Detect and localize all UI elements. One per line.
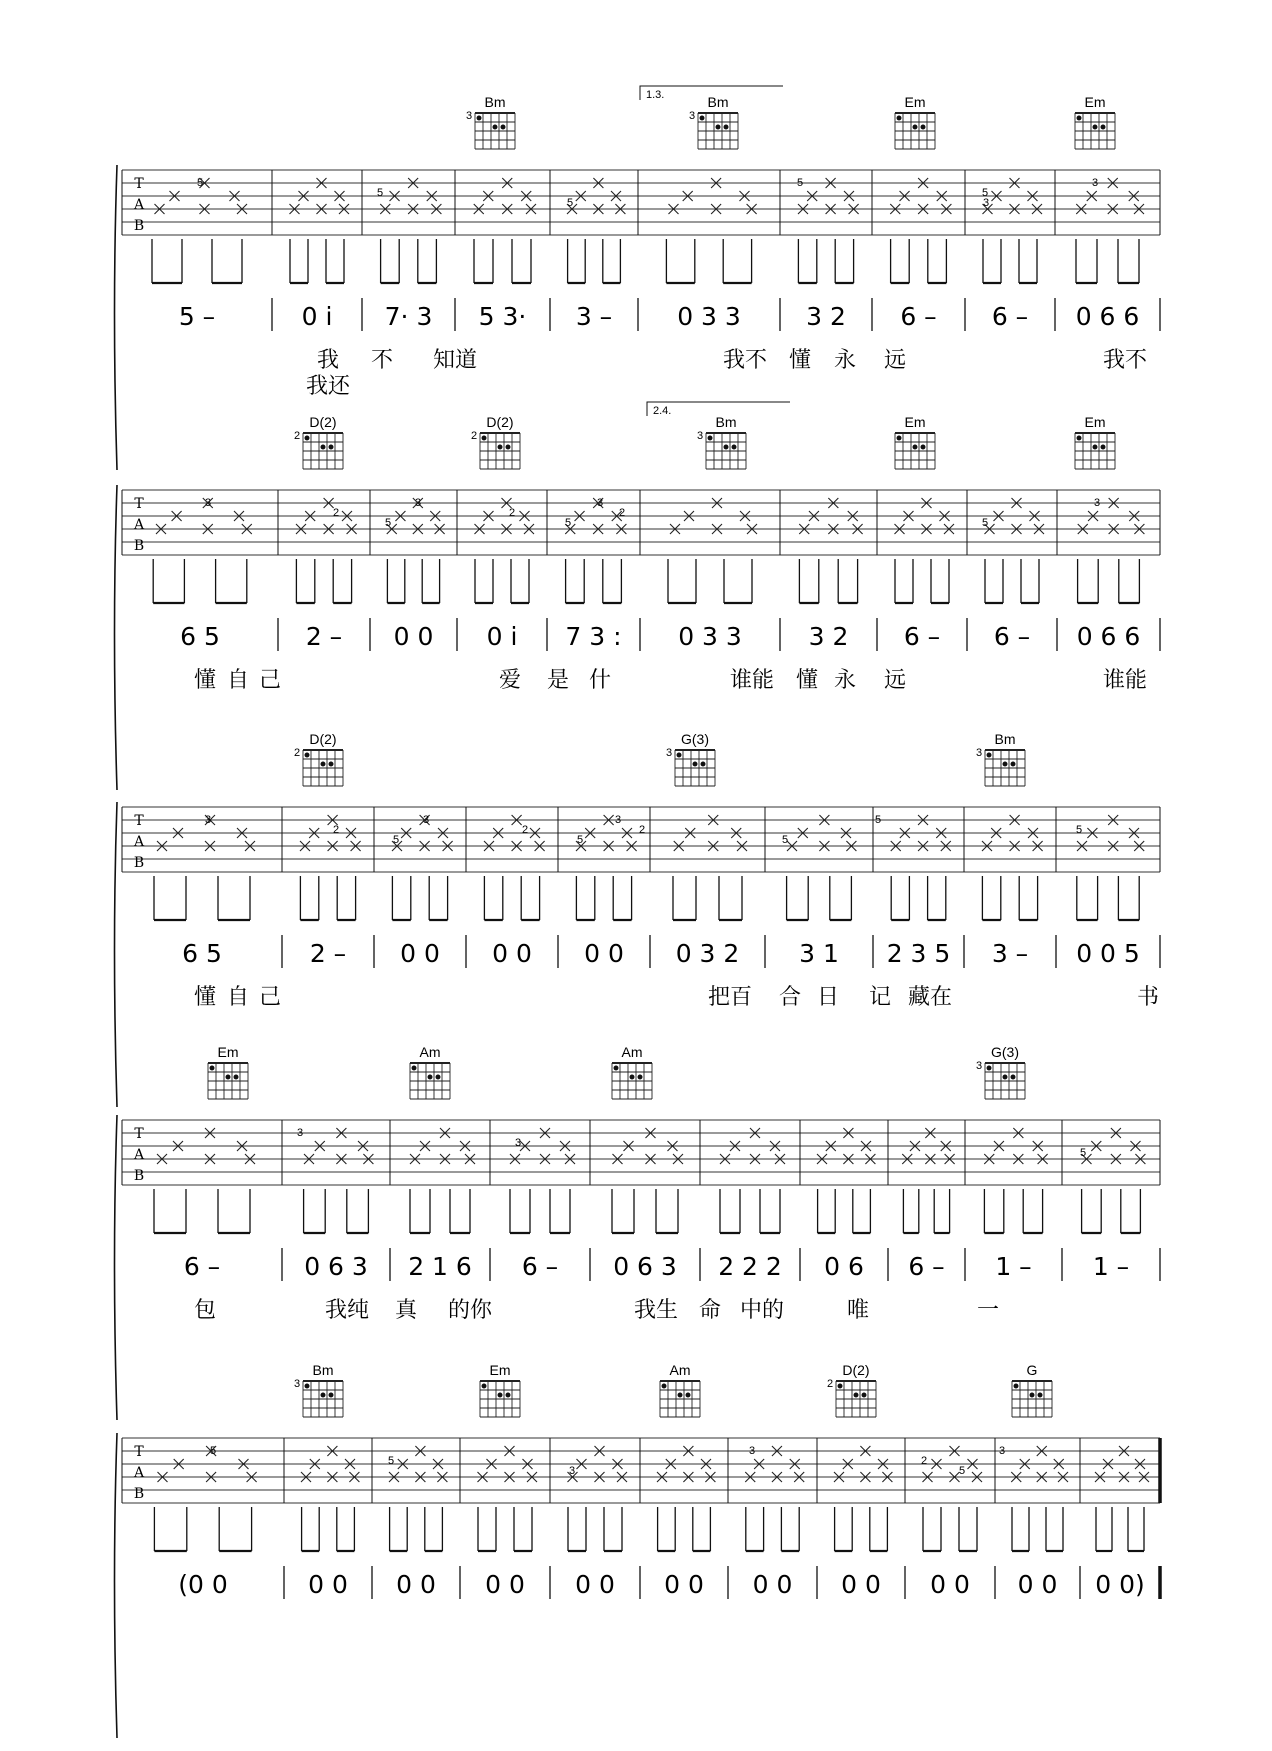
chord-fret-position: 3 [688, 110, 696, 122]
lyric-text: 爱 [498, 668, 522, 693]
chord-name: Em [489, 1362, 511, 1378]
tab-fret-number: 3 [596, 497, 604, 509]
numbered-note-group: 0 6 6 [1075, 302, 1140, 331]
chord-finger-dot [329, 762, 334, 767]
chord-finger-dot [701, 762, 706, 767]
chord-fret-position: 3 [975, 1060, 983, 1072]
lyric-text: 合 [778, 985, 802, 1010]
tab-fret-number: 5 [392, 834, 400, 846]
tab-fret-number: 5 [566, 197, 574, 209]
tab-fret-number: 2 [920, 1455, 928, 1467]
chord-name: G(3) [681, 731, 709, 747]
chord-finger-dot [913, 125, 918, 130]
tab-fret-number: 3 [296, 1127, 304, 1139]
chord-finger-dot [897, 116, 902, 121]
chord-finger-dot [321, 445, 326, 450]
chord-finger-dot [412, 1066, 417, 1071]
tab-fret-number: 5 [196, 177, 204, 189]
tab-fret-number: 3 [748, 1445, 756, 1457]
chord-name: G(3) [991, 1044, 1019, 1060]
tab-fret-number: 3 [514, 1137, 522, 1149]
chord-fret-position: 3 [696, 430, 704, 442]
tab-clef-letter: A [133, 1147, 145, 1163]
tab-fret-number: 5 [781, 834, 789, 846]
numbered-note-group: 3 – [991, 939, 1029, 968]
lyric-text: 知道 [432, 348, 478, 373]
numbered-note-group: 0 0 [492, 939, 532, 968]
chord-finger-dot [482, 436, 487, 441]
numbered-note-group: 0 6 6 [1076, 622, 1141, 651]
tab-fret-number: 5 [564, 517, 572, 529]
lyric-text: 的你 [447, 1298, 493, 1323]
tab-fret-number: 5 [1075, 824, 1083, 836]
tab-fret-number: 5 [376, 187, 384, 199]
chord-name: G [1026, 1362, 1038, 1378]
chord-finger-dot [506, 1393, 511, 1398]
chord-fret-position: 2 [293, 430, 301, 442]
lyric-text: 懂 [795, 668, 819, 693]
chord-finger-dot [838, 1384, 843, 1389]
chord-finger-dot [724, 445, 729, 450]
chord-name: D(2) [309, 731, 337, 747]
chord-finger-dot [1101, 125, 1106, 130]
numbered-note-group: 0 0 [752, 1570, 793, 1599]
chord-finger-dot [329, 1393, 334, 1398]
chord-finger-dot [921, 125, 926, 130]
chord-finger-dot [614, 1066, 619, 1071]
tab-clef-letter: B [133, 1486, 145, 1502]
lyric-text: 我 [316, 348, 340, 373]
lyric-text: 真 [394, 1298, 418, 1323]
tab-fret-number: 5 [384, 517, 392, 529]
numbered-note-group: 1 – [995, 1252, 1032, 1281]
numbered-note-group: 7 3 : [565, 622, 622, 651]
chord-fret-position: 3 [975, 747, 983, 759]
chord-name: Bm [312, 1362, 334, 1378]
tab-clef-letter: A [133, 1465, 145, 1481]
system-5 [115, 1362, 1161, 1738]
tab-clef-letter: B [133, 855, 145, 871]
numbered-note-group: 3 2 [806, 302, 846, 331]
numbered-note-group: 0 0 [664, 1570, 704, 1599]
tab-clef-letter: T [134, 813, 144, 829]
chord-finger-dot [913, 445, 918, 450]
numbered-note-group: 5 3· [478, 302, 527, 331]
chord-fret-position: 2 [293, 747, 301, 759]
chord-finger-dot [987, 1066, 992, 1071]
system-brace [115, 485, 118, 790]
numbered-note-group: 2 2 2 [718, 1252, 782, 1281]
tab-fret-number: 3 [414, 497, 422, 509]
lyric-text: 远 [883, 348, 907, 373]
chord-finger-dot [226, 1075, 231, 1080]
chord-finger-dot [1003, 1075, 1008, 1080]
chord-name: Em [1084, 414, 1106, 430]
chord-finger-dot [686, 1393, 691, 1398]
tab-clef-letter: T [134, 1126, 144, 1142]
chord-finger-dot [305, 1384, 310, 1389]
numbered-note-group: 0 3 2 [675, 939, 740, 968]
chord-name: Bm [707, 94, 729, 110]
lyric-text: 懂 [788, 348, 812, 373]
chord-finger-dot [1038, 1393, 1043, 1398]
lyric-text: 一 [976, 1298, 1000, 1323]
numbered-note-group: 6 – [900, 302, 937, 331]
numbered-note-group: 0 3 3 [677, 302, 741, 331]
chord-finger-dot [897, 436, 902, 441]
numbered-note-group: 0 0 [393, 622, 434, 651]
chord-finger-dot [498, 1393, 503, 1398]
tab-fret-number: 3 [1091, 177, 1099, 189]
numbered-note-group: 2 3 5 [886, 939, 951, 968]
chord-finger-dot [732, 445, 737, 450]
tab-clef-letter: T [134, 176, 144, 192]
chord-name: Bm [715, 414, 737, 430]
numbered-note-group: 3 1 [799, 939, 839, 968]
tab-fret-number: 5 [796, 177, 804, 189]
chord-finger-dot [716, 125, 721, 130]
lyric-text: 懂 [193, 985, 217, 1010]
chord-fret-position: 2 [826, 1378, 834, 1390]
tab-fret-number: 3 [1093, 497, 1101, 509]
tab-clef-letter: B [133, 538, 145, 554]
numbered-note-group: 6 – [993, 622, 1031, 651]
chord-finger-dot [1077, 116, 1082, 121]
numbered-note-group: 2 – [309, 939, 347, 968]
chord-finger-dot [477, 116, 482, 121]
numbered-note-group: 7· 3 [384, 302, 433, 331]
tab-clef-letter: B [133, 218, 145, 234]
lyric-text: 命 [698, 1298, 722, 1323]
chord-name: Em [904, 414, 926, 430]
tab-fret-number: 2 [521, 824, 529, 836]
chord-finger-dot [329, 445, 334, 450]
lyric-text: 日 [816, 985, 840, 1010]
lyric-text: 什 [588, 668, 612, 693]
chord-name: Bm [484, 94, 506, 110]
tab-fret-number: 2 [332, 824, 340, 836]
volta-label: 2.4. [653, 405, 672, 417]
numbered-note-group: 3 – [575, 302, 613, 331]
tab-fret-number: 5 [387, 1455, 395, 1467]
chord-finger-dot [501, 125, 506, 130]
chord-finger-dot [700, 116, 705, 121]
system-brace [115, 1433, 118, 1738]
numbered-note-group: 5 – [178, 302, 216, 331]
numbered-note-group: 0 0 [485, 1570, 525, 1599]
lyric-second-verse: 我还 [305, 374, 351, 399]
chord-finger-dot [305, 753, 310, 758]
tab-fret-number: 5 [981, 517, 989, 529]
chord-finger-dot [493, 125, 498, 130]
numbered-note-group: 3 2 [808, 622, 849, 651]
numbered-note-group: 0 6 3 [613, 1252, 677, 1281]
numbered-note-group: 0 0 [400, 939, 440, 968]
chord-finger-dot [677, 753, 682, 758]
numbered-note-group: 6 5 [182, 939, 222, 968]
numbered-note-group: 6 – [991, 302, 1029, 331]
numbered-note-group: 0 3 3 [678, 622, 742, 651]
chord-name: D(2) [309, 414, 337, 430]
chord-finger-dot [506, 445, 511, 450]
tab-fret-number: 2 [638, 824, 646, 836]
lyric-text: 谁能 [1102, 668, 1148, 693]
lyric-text: 自 [226, 668, 250, 693]
chord-name: Am [669, 1362, 691, 1378]
chord-finger-dot [1101, 445, 1106, 450]
chord-finger-dot [638, 1075, 643, 1080]
numbered-note-group: 2 1 6 [408, 1252, 472, 1281]
chord-finger-dot [724, 125, 729, 130]
chord-name: D(2) [842, 1362, 870, 1378]
chord-finger-dot [630, 1075, 635, 1080]
numbered-note-group: 0 i [486, 622, 518, 651]
lyric-text: 永 [833, 668, 857, 693]
numbered-note-group: 6 – [521, 1252, 559, 1281]
chord-fret-position: 3 [665, 747, 673, 759]
numbered-note-group: 0 0 [584, 939, 624, 968]
chord-finger-dot [1077, 436, 1082, 441]
numbered-note-group: 2 – [305, 622, 343, 651]
numbered-note-group: 6 5 [180, 622, 220, 651]
chord-finger-dot [1011, 1075, 1016, 1080]
tab-fret-number: 2 [508, 507, 516, 519]
lyric-text: 是 [546, 668, 570, 693]
lyric-text: 懂 [193, 668, 217, 693]
tab-clef-letter: T [134, 496, 144, 512]
numbered-note-group: 0 6 3 [304, 1252, 368, 1281]
numbered-note-group: 0 0 [841, 1570, 881, 1599]
numbered-note-group: 6 – [908, 1252, 945, 1281]
tab-fret-number: 2 [332, 507, 340, 519]
chord-finger-dot [321, 762, 326, 767]
chord-finger-dot [1093, 125, 1098, 130]
chord-name: Am [419, 1044, 441, 1060]
numbered-note-group: 0 0 [308, 1570, 348, 1599]
numbered-note-group: 0 6 [824, 1252, 864, 1281]
chord-finger-dot [678, 1393, 683, 1398]
lyric-text: 谁能 [729, 668, 775, 693]
lyric-text: 唯 [846, 1298, 870, 1323]
chord-finger-dot [854, 1393, 859, 1398]
lyric-text: 己 [258, 668, 282, 693]
system-4 [115, 1044, 1161, 1420]
numbered-note-group: 6 – [183, 1252, 221, 1281]
chord-finger-dot [482, 1384, 487, 1389]
lyric-text: 己 [258, 985, 282, 1010]
tab-clef-letter: B [133, 1168, 145, 1184]
chord-finger-dot [662, 1384, 667, 1389]
tab-clef-letter: A [133, 197, 145, 213]
chord-fret-position: 3 [293, 1378, 301, 1390]
chord-finger-dot [1093, 445, 1098, 450]
numbered-note-group: (0 0 [178, 1570, 228, 1599]
lyric-text: 我不 [722, 348, 768, 373]
chord-name: Bm [994, 731, 1016, 747]
numbered-note-group: 1 – [1092, 1252, 1130, 1281]
chord-finger-dot [210, 1066, 215, 1071]
system-1 [115, 94, 1161, 470]
lyric-text: 记 [868, 985, 892, 1010]
chord-finger-dot [498, 445, 503, 450]
numbered-note-group: 0 0 5 [1076, 939, 1140, 968]
chord-finger-dot [921, 445, 926, 450]
chord-fret-position: 2 [470, 430, 478, 442]
tab-fret-number: 5 [576, 834, 584, 846]
system-brace [115, 1115, 118, 1420]
chord-finger-dot [862, 1393, 867, 1398]
tab-fret-number: 3 [204, 814, 212, 826]
lyric-text: 我纯 [324, 1298, 370, 1323]
tab-fret-number: 3 [982, 197, 990, 209]
chord-finger-dot [305, 436, 310, 441]
volta-label: 1.3. [646, 89, 665, 101]
lyric-text: 书 [1136, 985, 1160, 1010]
lyric-text: 中的 [739, 1298, 785, 1323]
tab-fret-number: 2 [618, 507, 626, 519]
numbered-note-group: 0 0) [1095, 1570, 1145, 1599]
numbered-note-group: 0 0 [396, 1570, 436, 1599]
system-brace [115, 802, 118, 1107]
numbered-note-group: 0 i [301, 302, 333, 331]
chord-fret-position: 3 [465, 110, 473, 122]
tab-clef-letter: A [133, 517, 145, 533]
chord-name: Em [1084, 94, 1106, 110]
tab-fret-number: 3 [422, 814, 430, 826]
chord-finger-dot [708, 436, 713, 441]
lyric-text: 藏在 [907, 985, 953, 1010]
chord-name: D(2) [486, 414, 514, 430]
tab-clef-letter: A [133, 834, 145, 850]
lyric-text: 不 [370, 348, 394, 373]
chord-finger-dot [1003, 762, 1008, 767]
chord-name: Em [904, 94, 926, 110]
tab-fret-number: 3 [568, 1465, 576, 1477]
tab-fret-number: 5 [981, 187, 989, 199]
numbered-note-group: 0 0 [930, 1570, 970, 1599]
tab-fret-number: 5 [1079, 1147, 1087, 1159]
lyric-text: 我不 [1102, 348, 1148, 373]
tab-fret-number: 5 [209, 1445, 217, 1457]
chord-finger-dot [428, 1075, 433, 1080]
chord-finger-dot [987, 753, 992, 758]
numbered-note-group: 0 0 [1017, 1570, 1058, 1599]
chord-finger-dot [234, 1075, 239, 1080]
chord-finger-dot [1030, 1393, 1035, 1398]
lyric-text: 永 [833, 348, 857, 373]
tab-clef-letter: T [134, 1444, 144, 1460]
chord-name: Am [621, 1044, 643, 1060]
chord-finger-dot [321, 1393, 326, 1398]
numbered-note-group: 0 0 [575, 1570, 615, 1599]
system-brace [115, 165, 118, 470]
lyric-text: 我生 [633, 1298, 679, 1323]
tab-fret-number: 3 [614, 814, 622, 826]
chord-finger-dot [436, 1075, 441, 1080]
lyric-text: 包 [193, 1298, 217, 1323]
tab-fret-number: 5 [958, 1465, 966, 1477]
lyric-text: 自 [226, 985, 250, 1010]
chord-finger-dot [693, 762, 698, 767]
tab-fret-number: 5 [874, 814, 882, 826]
chord-name: Em [217, 1044, 239, 1060]
lyric-text: 把百 [707, 985, 753, 1010]
numbered-note-group: 6 – [903, 622, 941, 651]
lyric-text: 远 [883, 668, 907, 693]
tab-fret-number: 3 [998, 1445, 1006, 1457]
chord-finger-dot [1014, 1384, 1019, 1389]
chord-finger-dot [1011, 762, 1016, 767]
tab-fret-number: 3 [204, 497, 212, 509]
